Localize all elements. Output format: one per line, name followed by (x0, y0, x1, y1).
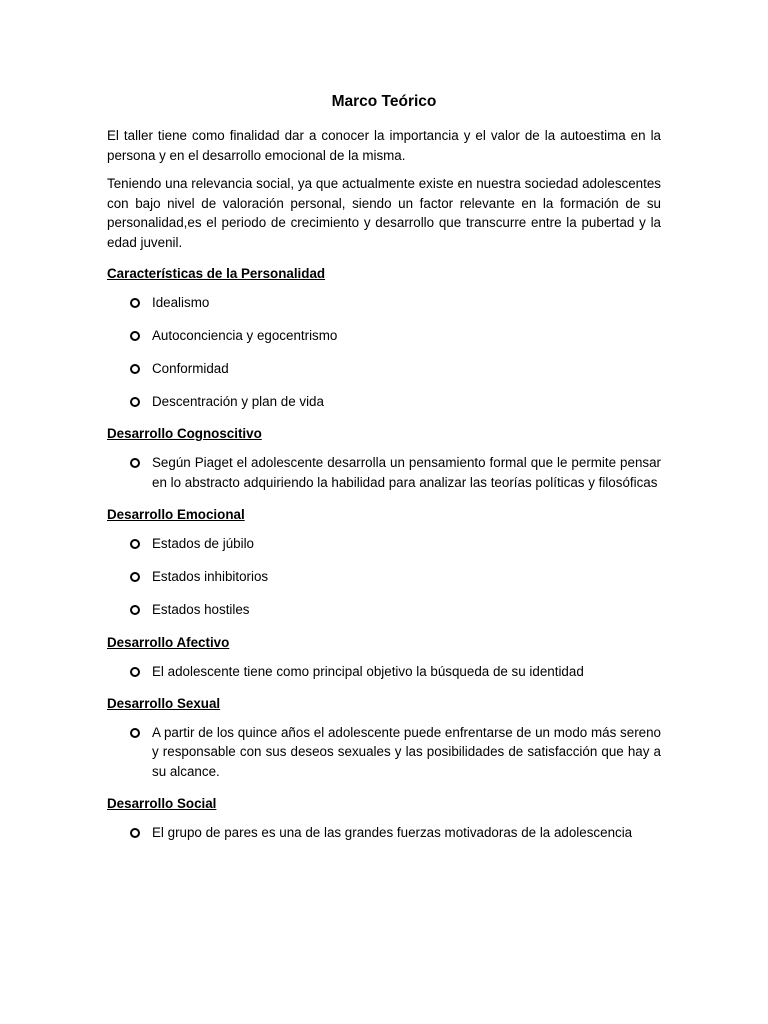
circle-bullet-icon (130, 397, 140, 407)
list-item (107, 453, 661, 492)
list-item-text: El adolescente tiene como principal objetivo la búsqueda de su identidad (152, 663, 584, 679)
list-item-text: Autoconciencia y egocentrismo (152, 327, 338, 343)
list-item (107, 567, 661, 587)
list-item (107, 293, 661, 313)
list-item (107, 823, 661, 843)
circle-bullet-icon (130, 572, 140, 582)
bullet-list-social (107, 823, 661, 843)
intro-paragraph-2: Teniendo una relevancia social, ya que actualmente existe en nuestra sociedad adolescentes con bajo nivel de valoración personal, siendo un factor relevante en la formación de su personalidad,es el periodo de crecimiento y desarrollo que transcurre entre la pubertad y la edad juvenil. (107, 176, 661, 250)
intro-paragraph-1: El taller tiene como finalidad dar a conocer la importancia y el valor de la autoestima en la persona y en el desarrollo emocional de la misma. (107, 128, 661, 163)
circle-bullet-icon (130, 667, 140, 677)
bullet-list-emocional (107, 534, 661, 620)
list-item-text: Según Piaget el adolescente desarrolla un pensamiento formal que le permite pensar en lo abstracto adquiriendo la habilidad para analizar las teorías políticas y filosóficas (152, 455, 661, 490)
list-item (107, 723, 661, 782)
list-item (107, 326, 661, 346)
list-item-text: Idealismo (152, 294, 210, 310)
list-item (107, 534, 661, 554)
sections-container (107, 265, 661, 843)
document-title: Marco Teórico (331, 93, 437, 110)
list-item-text: Estados de júbilo (152, 536, 254, 552)
list-item-text: A partir de los quince años el adolescente puede enfrentarse de un modo más sereno y responsable con sus deseos sexuales y las posibilidades de satisfacción que hay a su alcance. (152, 724, 661, 780)
document-page (107, 92, 661, 856)
bullet-list-afectivo (107, 662, 661, 682)
list-item-text: Descentración y plan de vida (152, 394, 324, 410)
section-heading-cognoscitivo: Desarrollo Cognoscitivo (107, 426, 262, 442)
circle-bullet-icon (130, 539, 140, 549)
circle-bullet-icon (130, 331, 140, 341)
section-heading-afectivo: Desarrollo Afectivo (107, 634, 230, 650)
list-item (107, 392, 661, 412)
bullet-list-personalidad (107, 293, 661, 412)
circle-bullet-icon (130, 298, 140, 308)
bullet-list-sexual (107, 723, 661, 782)
circle-bullet-icon (130, 605, 140, 615)
list-item-text: Estados hostiles (152, 602, 250, 618)
list-item-text: El grupo de pares es una de las grandes fuerzas motivadoras de la adolescencia (152, 825, 633, 841)
circle-bullet-icon (130, 364, 140, 374)
list-item-text: Estados inhibitorios (152, 569, 269, 585)
section-heading-personalidad: Características de la Personalidad (107, 265, 326, 281)
circle-bullet-icon (130, 828, 140, 838)
circle-bullet-icon (130, 728, 140, 738)
circle-bullet-icon (130, 458, 140, 468)
bullet-list-cognoscitivo (107, 453, 661, 492)
list-item (107, 662, 661, 682)
list-item-text: Conformidad (152, 360, 229, 376)
section-heading-emocional: Desarrollo Emocional (107, 507, 245, 523)
section-heading-sexual: Desarrollo Sexual (107, 695, 221, 711)
list-item (107, 359, 661, 379)
section-heading-social: Desarrollo Social (107, 796, 217, 812)
list-item (107, 600, 661, 620)
